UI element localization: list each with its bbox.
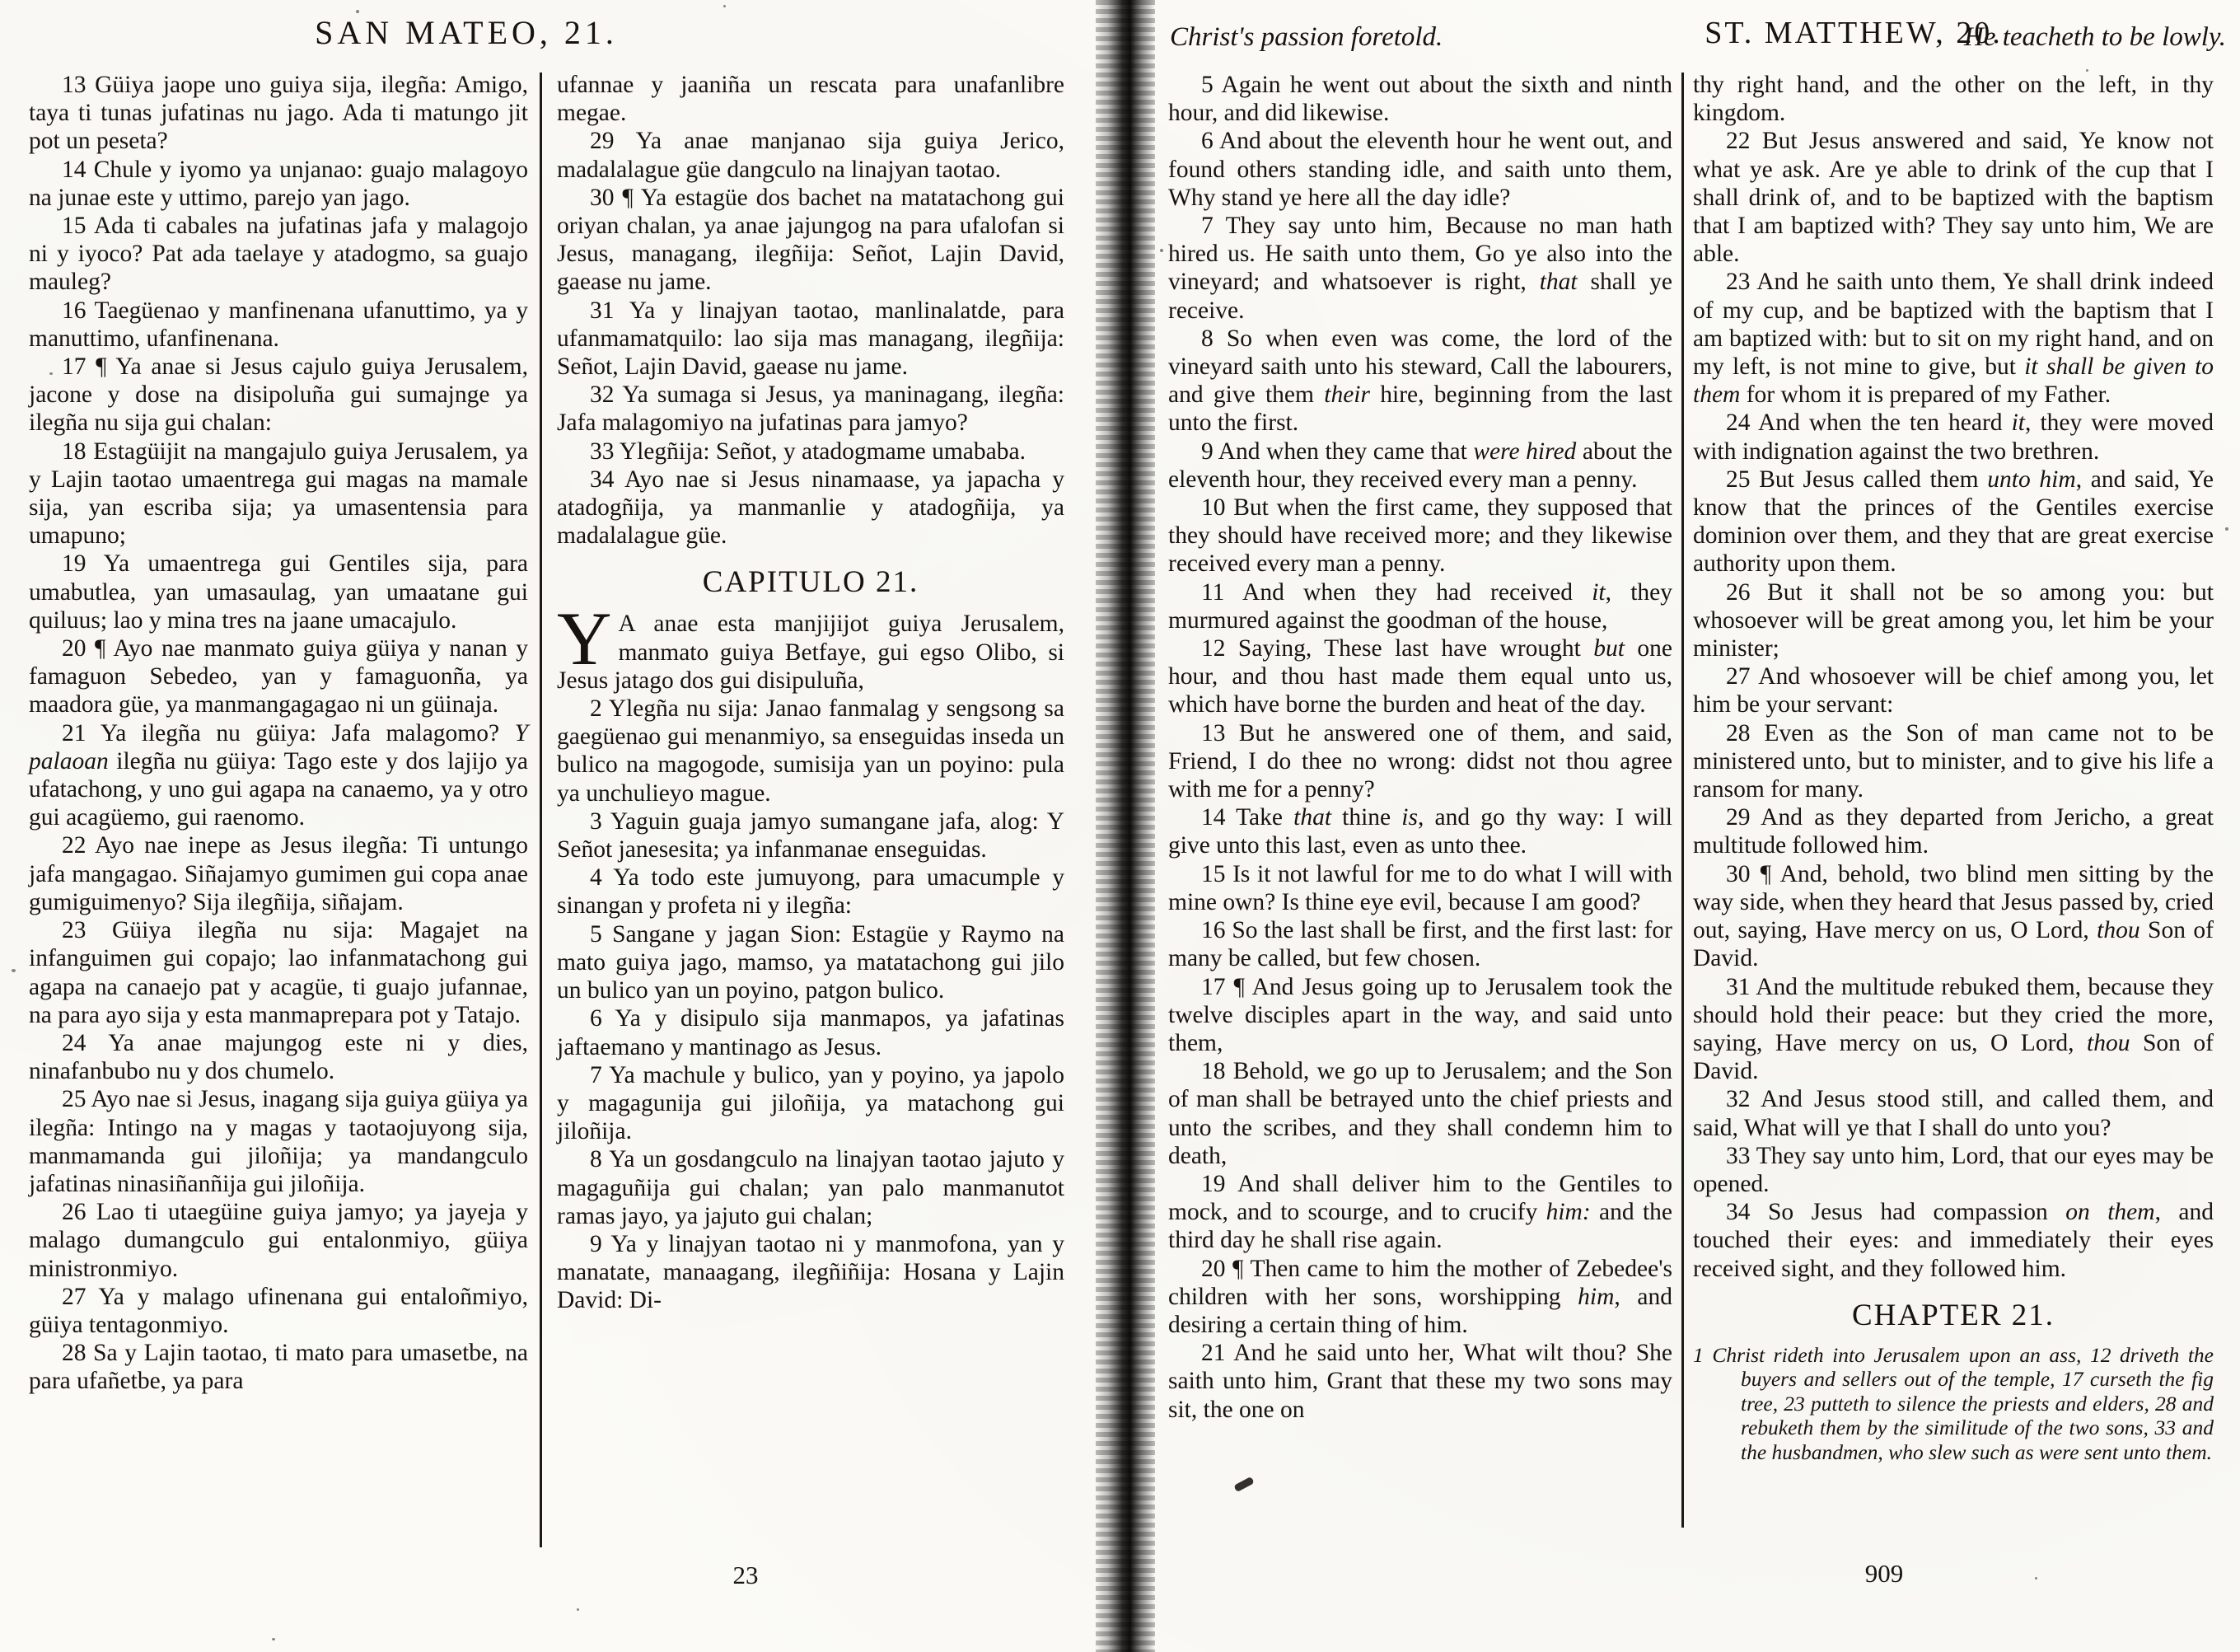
verse: 25 Ayo nae si Jesus, inagang sija guiya güiya ya ilegña: Intingo na y magas y taotaojuyong sija, manmamanda gui jiloñija; ya mandangculo jafatinas ninasiñanñija gui jiloñija. [29, 1086, 528, 1197]
verse: 18 Behold, we go up to Jerusalem; and the Son of man shall be betrayed unto the chief priests and unto the scribes, and they shall condemn him to death, [1168, 1058, 1672, 1169]
right-page-column-1 [1168, 71, 1672, 1424]
verse: 32 Ya sumaga si Jesus, ya maninagang, ilegña: Jafa malagomiyo na jufatinas para jamyo? [557, 381, 1064, 437]
verse: 21 Ya ilegña nu güiya: Jafa malagomo? Y palaoan ilegña nu güiya: Tago este y dos lajijo ya ufatachong, y uno gui agapa na canaemo, ya y otro gui acagüemo, gui raenomo. [29, 719, 528, 831]
verse: 14 Chule y iyomo ya unjanao: guajo malagoyo na junae este y uttimo, parejo yan jago. [29, 156, 528, 211]
verse: 27 Ya y malago ufinenana gui entaloñmiyo, güiya tentagonmiyo. [29, 1283, 528, 1338]
verse: 24 Ya anae majungog este ni y dies, ninafanbubo nu y dos chumelo. [29, 1029, 528, 1085]
verse: 20 ¶ Then came to him the mother of Zebedee's children with her sons, worshipping him, and desiring a certain thing of him. [1168, 1255, 1673, 1338]
chapter-heading: CAPITULO 21. [702, 565, 919, 600]
verse: 7 Ya machule y bulico, yan y poyino, ya japolo y magagunija gui jiloñija, ya matachong gui jiloñija. [557, 1061, 1064, 1145]
chapter-heading: CHAPTER 21. [1851, 1298, 2055, 1332]
verse: 11 And when they had received it, they murmured against the goodman of the house, [1168, 578, 1672, 634]
verse: 30 ¶ Ya estagüe dos bachet na matatachong gui oriyan chalan, ya anae jajungog na para ufalofan si Jesus, managang, ilegñija: Señot, Lajin David, gaease nu jame. [557, 184, 1064, 296]
ink-mark [1233, 1477, 1254, 1492]
verse: 3 Yaguin guaja jamyo sumangane jafa, alog: Y Señot janesesita; ya infanmanae enseguidas. [557, 807, 1064, 863]
verse: 5 Again he went out about the sixth and ninth hour, and did likewise. [1168, 72, 1672, 127]
verse: 28 Sa y Lajin taotao, ti mato para umasetbe, na para ufañetbe, ya para [29, 1340, 528, 1395]
verse: 17 ¶ Ya anae si Jesus cajulo guiya Jerusalem, jacone y dose na disipoluña gui sumajnge ya ilegña nu sija gui chalan: [29, 353, 528, 437]
verse: 9 And when they came that were hired about the eleventh hour, they received every man a penny. [1168, 438, 1672, 493]
verse: 25 But Jesus called them unto him, and said, Ye know that the princes of the Gentiles exercise dominion over them, and they that are great exercise authority upon them. [1693, 466, 2214, 578]
verse: 29 And as they departed from Jericho, a great multitude followed him. [1693, 804, 2214, 859]
left-page-column-2 [557, 71, 1064, 1315]
left-page-title: SAN MATEO, 21. [315, 14, 618, 51]
verse: 29 Ya anae manjanao sija guiya Jerico, madalalague güe dangculo na linajyan taotao. [557, 128, 1064, 183]
verse: 15 Ada ti cabales na jufatinas jafa y malagojo ni y iyoco? Pat ada taelaye y atadogmo, sa guajo mauleg? [29, 213, 528, 296]
verse: 26 But it shall not be so among you: but whosoever will be great among you, let him be your minister; [1693, 578, 2214, 662]
verse: 23 And he saith unto them, Ye shall drink indeed of my cup, and be baptized with the baptism that I am baptized with: but to sit on my right hand, and on my left, is not mine to give, but it shall be given to them for whom it is prepared of my Father. [1693, 269, 2214, 409]
verse: Y A anae esta manjijijot guiya Jerusalem, manmato guiya Betfaye, gui egso Olibo, si Jesus jatago dos gui disipuluña, [557, 597, 1064, 694]
verse: 10 But when the first came, they supposed that they should have received more; and they likewise received every man a penny. [1168, 494, 1672, 578]
verse: 16 Taegüenao y manfinenana ufanuttimo, ya y manuttimo, ufanfinenana. [29, 297, 528, 352]
verse: 16 So the last shall be first, and the first last: for many be called, but few chosen. [1168, 917, 1672, 972]
scan-speck [2035, 1577, 2037, 1579]
verse: 6 And about the eleventh hour he went out, and found others standing idle, and saith unto them, Why stand ye here all the day idle? [1168, 128, 1672, 211]
verse: 24 And when the ten heard it, they were moved with indignation against the two brethren. [1693, 409, 2214, 465]
scan-speck [1160, 249, 1163, 252]
verse-continuation: ufannae y jaaniña un rescata para unafanlibre megae. [557, 72, 1064, 127]
verse: 26 Lao ti utaegüine guiya jamyo; ya jayeja y malago dumangculo gui entalonmiyo, güiya ministronmiyo. [29, 1199, 528, 1282]
scan-speck [2225, 527, 2228, 531]
verse: 19 Ya umaentrega gui Gentiles sija, para umabutlea, yan umasaulag, yan umaatane gui quiluus; lao y mina tres na jaane umacajulo. [29, 550, 528, 634]
verse: 33 Ylegñija: Señot, y atadogmame umababa. [590, 438, 1026, 465]
verse: 30 ¶ And, behold, two blind men sitting by the way side, when they heard that Jesus passed by, cried out, saying, Have mercy on us, O Lord, thou Son of David. [1693, 860, 2214, 972]
scan-speck [12, 969, 16, 972]
verse: 31 And the multitude rebuked them, because they should hold their peace: but they cried the more, saying, Have mercy on us, O Lord, thou Son of David. [1693, 973, 2214, 1085]
verse: 31 Ya y linajyan taotao, manlinalatde, para ufanmamatquilo: lao sija mas managang, ilegñija: Señot, Lajin David, gaease nu jame. [557, 297, 1064, 381]
verse: 12 Saying, These last have wrought but one hour, and thou hast made them equal unto us, which have borne the burden and heat of the day. [1168, 635, 1673, 718]
left-page-number: 23 [732, 1561, 759, 1589]
verse: 22 Ayo nae inepe as Jesus ilegña: Ti untungo jafa mangagao. Siñajamyo gumimen gui copa anae gumiguimenyo? Sija ilegñija, siñajam. [29, 832, 528, 915]
verse: 34 Ayo nae si Jesus ninamaase, ya japacha y atadogñija, ya manmanlie y atadogñija, ya madalalague güe. [557, 466, 1064, 550]
verse: 19 And shall deliver him to the Gentiles to mock, and to scourge, and to crucify him: and the third day he shall rise again. [1168, 1170, 1672, 1254]
verse: 4 Ya todo este jumuyong, para umacumple y sinangan y profeta ni y ilegña: [557, 864, 1064, 920]
verse: 18 Estagüijit na mangajulo guiya Jerusalem, ya y Lajin taotao umaentrega gui magas na mamale sija, yan escriba sija; ya umasentensia para umapuno; [29, 438, 528, 550]
verse: 13 Güiya jaope uno guiya sija, ilegña: Amigo, taya ti tunas jufatinas nu jago. Ada ti matungo jit pot un peseta? [29, 72, 528, 155]
verse-continuation: thy right hand, and the other on the left, in thy kingdom. [1693, 72, 2214, 127]
right-running-head-left: Christ's passion foretold. [1170, 22, 1443, 52]
verse: 34 So Jesus had compassion on them, and touched their eyes: and immediately their eyes received sight, and they followed him. [1693, 1199, 2214, 1282]
verse: 21 And he said unto her, What wilt thou? She saith unto him, Grant that these my two sons may sit, the one on [1168, 1340, 1672, 1423]
verse: 8 Ya un gosdangculo na linajyan taotao jajuto y magaguñija gui chalan; yan palo manmanutot ramas jayo, ya jajuto gui chalan; [557, 1146, 1064, 1229]
verse: 2 Ylegña nu sija: Janao fanmalag y sengsong sa gaegüenao gui menanmiyo, sa enseguidas inseda un bulico na magogode, sumisija yan un poyino: pula ya unchulieyo mague. [557, 695, 1064, 807]
verse: 15 Is it not lawful for me to do what I will with mine own? Is thine eye evil, because I am good? [1168, 860, 1672, 915]
chapter-summary: 1 Christ rideth into Jerusalem upon an ass, 12 driveth the buyers and sellers out of the temple, 17 curseth the fig tree, 23 putteth to silence the priests and elders, 28 and rebuketh them by the similitude of the two sons, 33 and the husbandmen, who slew such as were sent unto them. [1693, 1342, 2214, 1464]
verse: 13 But he answered one of them, and said, Friend, I do thee no wrong: didst not thou agree with me for a penny? [1168, 719, 1672, 803]
verse: 28 Even as the Son of man came not to be ministered unto, but to minister, and to give his life a ransom for many. [1693, 719, 2214, 803]
verse: 32 And Jesus stood still, and called them, and said, What will ye that I shall do unto you? [1693, 1086, 2214, 1141]
verse: 8 So when even was come, the lord of the vineyard saith unto his steward, Call the labourers, and give them their hire, beginning from the last unto the first. [1168, 325, 1672, 437]
scan-speck [2086, 69, 2088, 72]
right-running-head-right: He teacheth to be lowly. [1964, 22, 2226, 52]
verse: 14 Take that thine is, and go thy way: I will give unto this last, even as unto thee. [1168, 804, 1672, 859]
verse: 7 They say unto him, Because no man hath hired us. He saith unto them, Go ye also into the vineyard; and whatsoever is right, that shall ye receive. [1168, 213, 1672, 324]
scan-speck [272, 1638, 275, 1640]
verse: 23 Güiya ilegña nu sija: Magajet na infanguimen gui copajo; lao infanmatachong gui agapa na canaejo pat y acagüe, ti guajo jufannae, na para ayo sija y esta manmaprepara pot y Tatajo. [29, 917, 528, 1028]
right-page-column-2 [1693, 71, 2214, 1464]
left-column-divider [540, 73, 542, 1547]
drop-cap: Y [557, 597, 612, 681]
left-page-column-1 [29, 71, 528, 1396]
right-page-title: ST. MATTHEW, 20. [1705, 16, 2003, 50]
verse: 20 ¶ Ayo nae manmato guiya güiya y nanan y famaguon Sebedeo, yan y famaguonña, ya maadora güe, ya manmangagagao ni un güinaja. [29, 635, 528, 718]
right-column-divider [1681, 73, 1684, 1528]
binding-gutter [1096, 0, 1155, 1652]
right-page-number: 909 [1864, 1559, 1904, 1588]
verse: 33 They say unto him, Lord, that our eyes may be opened. [1693, 1142, 2214, 1197]
verse: 5 Sangane y jagan Sion: Estagüe y Raymo na mato guiya jago, mamso, ya matatachong gui jilo un bulico yan un poyino, patgon bulico. [557, 920, 1064, 1004]
verse: 22 But Jesus answered and said, Ye know not what ye ask. Are ye able to drink of the cup that I shall drink of, and to be baptized with the baptism that I am baptized with? They say unto him, We are able. [1693, 128, 2214, 268]
verse: 9 Ya y linajyan taotao ni y manmofona, yan y manatate, manaagang, ilegñiñija: Hosana y Lajin David: Di- [557, 1230, 1064, 1314]
scan-speck [49, 372, 53, 375]
verse: 27 And whosoever will be chief among you, let him be your servant: [1693, 663, 2214, 718]
left-running-head [0, 13, 933, 52]
verse: 17 ¶ And Jesus going up to Jerusalem took the twelve disciples apart in the way, and said unto them, [1168, 973, 1672, 1056]
scan-speck [356, 10, 359, 13]
verse: 6 Ya y disipulo sija manmapos, ya jafatinas jaftaemano y mantinago as Jesus. [557, 1005, 1064, 1060]
scan-speck [723, 5, 726, 7]
scan-speck [577, 1608, 579, 1611]
